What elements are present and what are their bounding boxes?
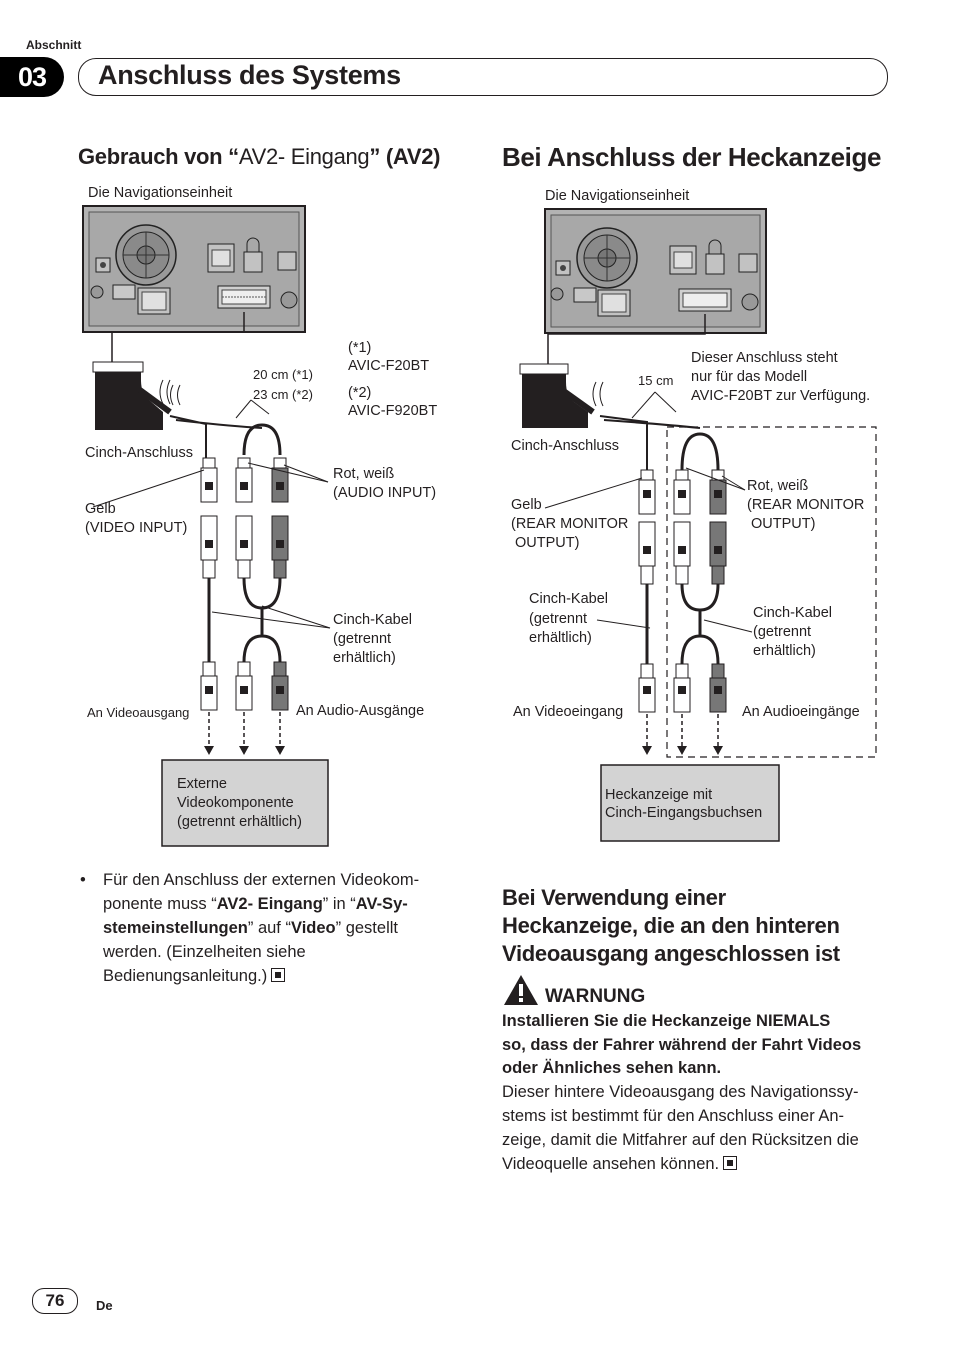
cable-length-1: 20 cm (*1) bbox=[253, 367, 313, 382]
right-yellow-3: OUTPUT) bbox=[515, 535, 580, 551]
right-cinch-label: Cinch-Anschluss bbox=[511, 438, 619, 454]
to-audio-out-label: An Audio-Ausgänge bbox=[296, 703, 425, 719]
right-note-3: AVIC-F20BT zur Verfügung. bbox=[691, 388, 871, 404]
left-wiring-diagram bbox=[0, 0, 480, 860]
note2-model: AVIC-F920BT bbox=[348, 403, 438, 419]
warning-label: WARNUNG bbox=[545, 986, 646, 1007]
left-yellow-label: Gelb bbox=[85, 501, 116, 517]
note2-ref: (*2) bbox=[348, 385, 372, 401]
right-heading: Bei Anschluss der Heckanzeige bbox=[502, 142, 882, 172]
rca-jacks-cable-top-right bbox=[639, 522, 726, 584]
rear-box-line-1: Heckanzeige mit bbox=[605, 787, 713, 803]
right-note-2: nur für das Modell bbox=[691, 369, 808, 385]
right-nav-unit-label: Die Navigationseinheit bbox=[545, 188, 690, 204]
rear-output-paragraph: Dieser hintere Videoausgang des Navigationssy- stems ist bestimmt für den Anschluss einer An- zeige, damit die Mitfahrer auf den Rücksitzen die Videoquelle ansehen können. bbox=[502, 1083, 859, 1173]
chapter-title: Anschluss des Systems bbox=[98, 60, 401, 90]
right-cable-length: 15 cm bbox=[638, 373, 674, 388]
chapter-number: 03 bbox=[0, 57, 64, 97]
warning-triangle-icon bbox=[502, 973, 540, 1007]
note1-model: AVIC-F20BT bbox=[348, 358, 430, 374]
left-cable-label-2: (getrennt bbox=[333, 631, 392, 647]
left-video-input-label: (VIDEO INPUT) bbox=[85, 520, 188, 536]
warning-text: Installieren Sie die Heckanzeige NIEMALS so, dass der Fahrer während der Fahrt Videos oder Ähnliches sehen kann. bbox=[502, 1012, 862, 1077]
ext-box-line-3: (getrennt erhältlich) bbox=[177, 814, 302, 830]
left-cinch-label: Cinch-Anschluss bbox=[85, 445, 193, 461]
cinch-connector-block bbox=[93, 362, 180, 430]
right-note-1: Dieser Anschluss steht bbox=[691, 350, 838, 366]
rca-jacks-cable-top bbox=[201, 516, 288, 578]
right-cable-r2: (getrennt bbox=[753, 624, 812, 640]
left-nav-unit-label: Die Navigationseinheit bbox=[88, 185, 233, 201]
right-red-white-2: (REAR MONITOR bbox=[747, 497, 865, 513]
rear-box-line-2: Cinch-Eingangsbuchsen bbox=[605, 805, 763, 821]
right-cable-r1: Cinch-Kabel bbox=[753, 605, 832, 621]
right-cable-l2: (getrennt bbox=[529, 611, 588, 627]
to-video-out-label: An Videoausgang bbox=[87, 705, 190, 720]
left-cable-label-1: Cinch-Kabel bbox=[333, 612, 412, 628]
navigation-unit-rear-panel-right bbox=[545, 209, 766, 333]
end-mark-icon bbox=[271, 968, 285, 982]
to-audio-in-label: An Audioeingänge bbox=[742, 704, 860, 720]
page-number: 76 bbox=[32, 1288, 78, 1314]
rear-output-heading: Bei Verwendung einer Heckanzeige, die an den hinteren Videoausgang angeschlossen ist bbox=[502, 885, 840, 966]
ext-box-line-1: Externe bbox=[177, 776, 227, 792]
rca-plugs-upper-right bbox=[639, 470, 726, 514]
rca-plugs-lower bbox=[201, 662, 288, 710]
navigation-unit-rear-panel bbox=[83, 206, 305, 332]
left-audio-input-label: (AUDIO INPUT) bbox=[333, 485, 437, 501]
right-cable-r3: erhältlich) bbox=[753, 643, 816, 659]
to-video-in-label: An Videoeingang bbox=[513, 704, 624, 720]
right-yellow-1: Gelb bbox=[511, 497, 542, 513]
arrow-down-icons bbox=[209, 712, 280, 748]
right-red-white-1: Rot, weiß bbox=[747, 478, 809, 494]
note1-ref: (*1) bbox=[348, 340, 372, 356]
left-red-white-label: Rot, weiß bbox=[333, 466, 395, 482]
language-label: De bbox=[96, 1298, 113, 1313]
rca-plugs-lower-right bbox=[639, 664, 726, 712]
cable-length-2: 23 cm (*2) bbox=[253, 387, 313, 402]
left-cable-label-3: erhältlich) bbox=[333, 650, 396, 666]
right-yellow-2: (REAR MONITOR bbox=[511, 516, 629, 532]
left-paragraph: Für den Anschluss der externen Videokom- ponente muss “AV2- Eingang” in “AV-Sy- stemeinstellungen” auf “Video” gestellt werden. (Einzelheiten siehe Bedienungsanleitung.) bbox=[103, 871, 420, 985]
right-red-white-3: OUTPUT) bbox=[751, 516, 816, 532]
right-cable-l3: erhältlich) bbox=[529, 630, 592, 646]
rca-plugs-upper bbox=[201, 458, 288, 502]
left-heading: Gebrauch von “AV2- Eingang” (AV2) bbox=[78, 144, 441, 169]
ext-box-line-2: Videokomponente bbox=[177, 795, 294, 811]
right-wiring-diagram bbox=[480, 0, 954, 860]
right-cable-l1: Cinch-Kabel bbox=[529, 591, 608, 607]
bullet-marker: • bbox=[80, 871, 86, 889]
end-mark-icon bbox=[723, 1156, 737, 1170]
section-label: Abschnitt bbox=[26, 38, 82, 52]
cinch-connector-block-right bbox=[520, 364, 603, 428]
